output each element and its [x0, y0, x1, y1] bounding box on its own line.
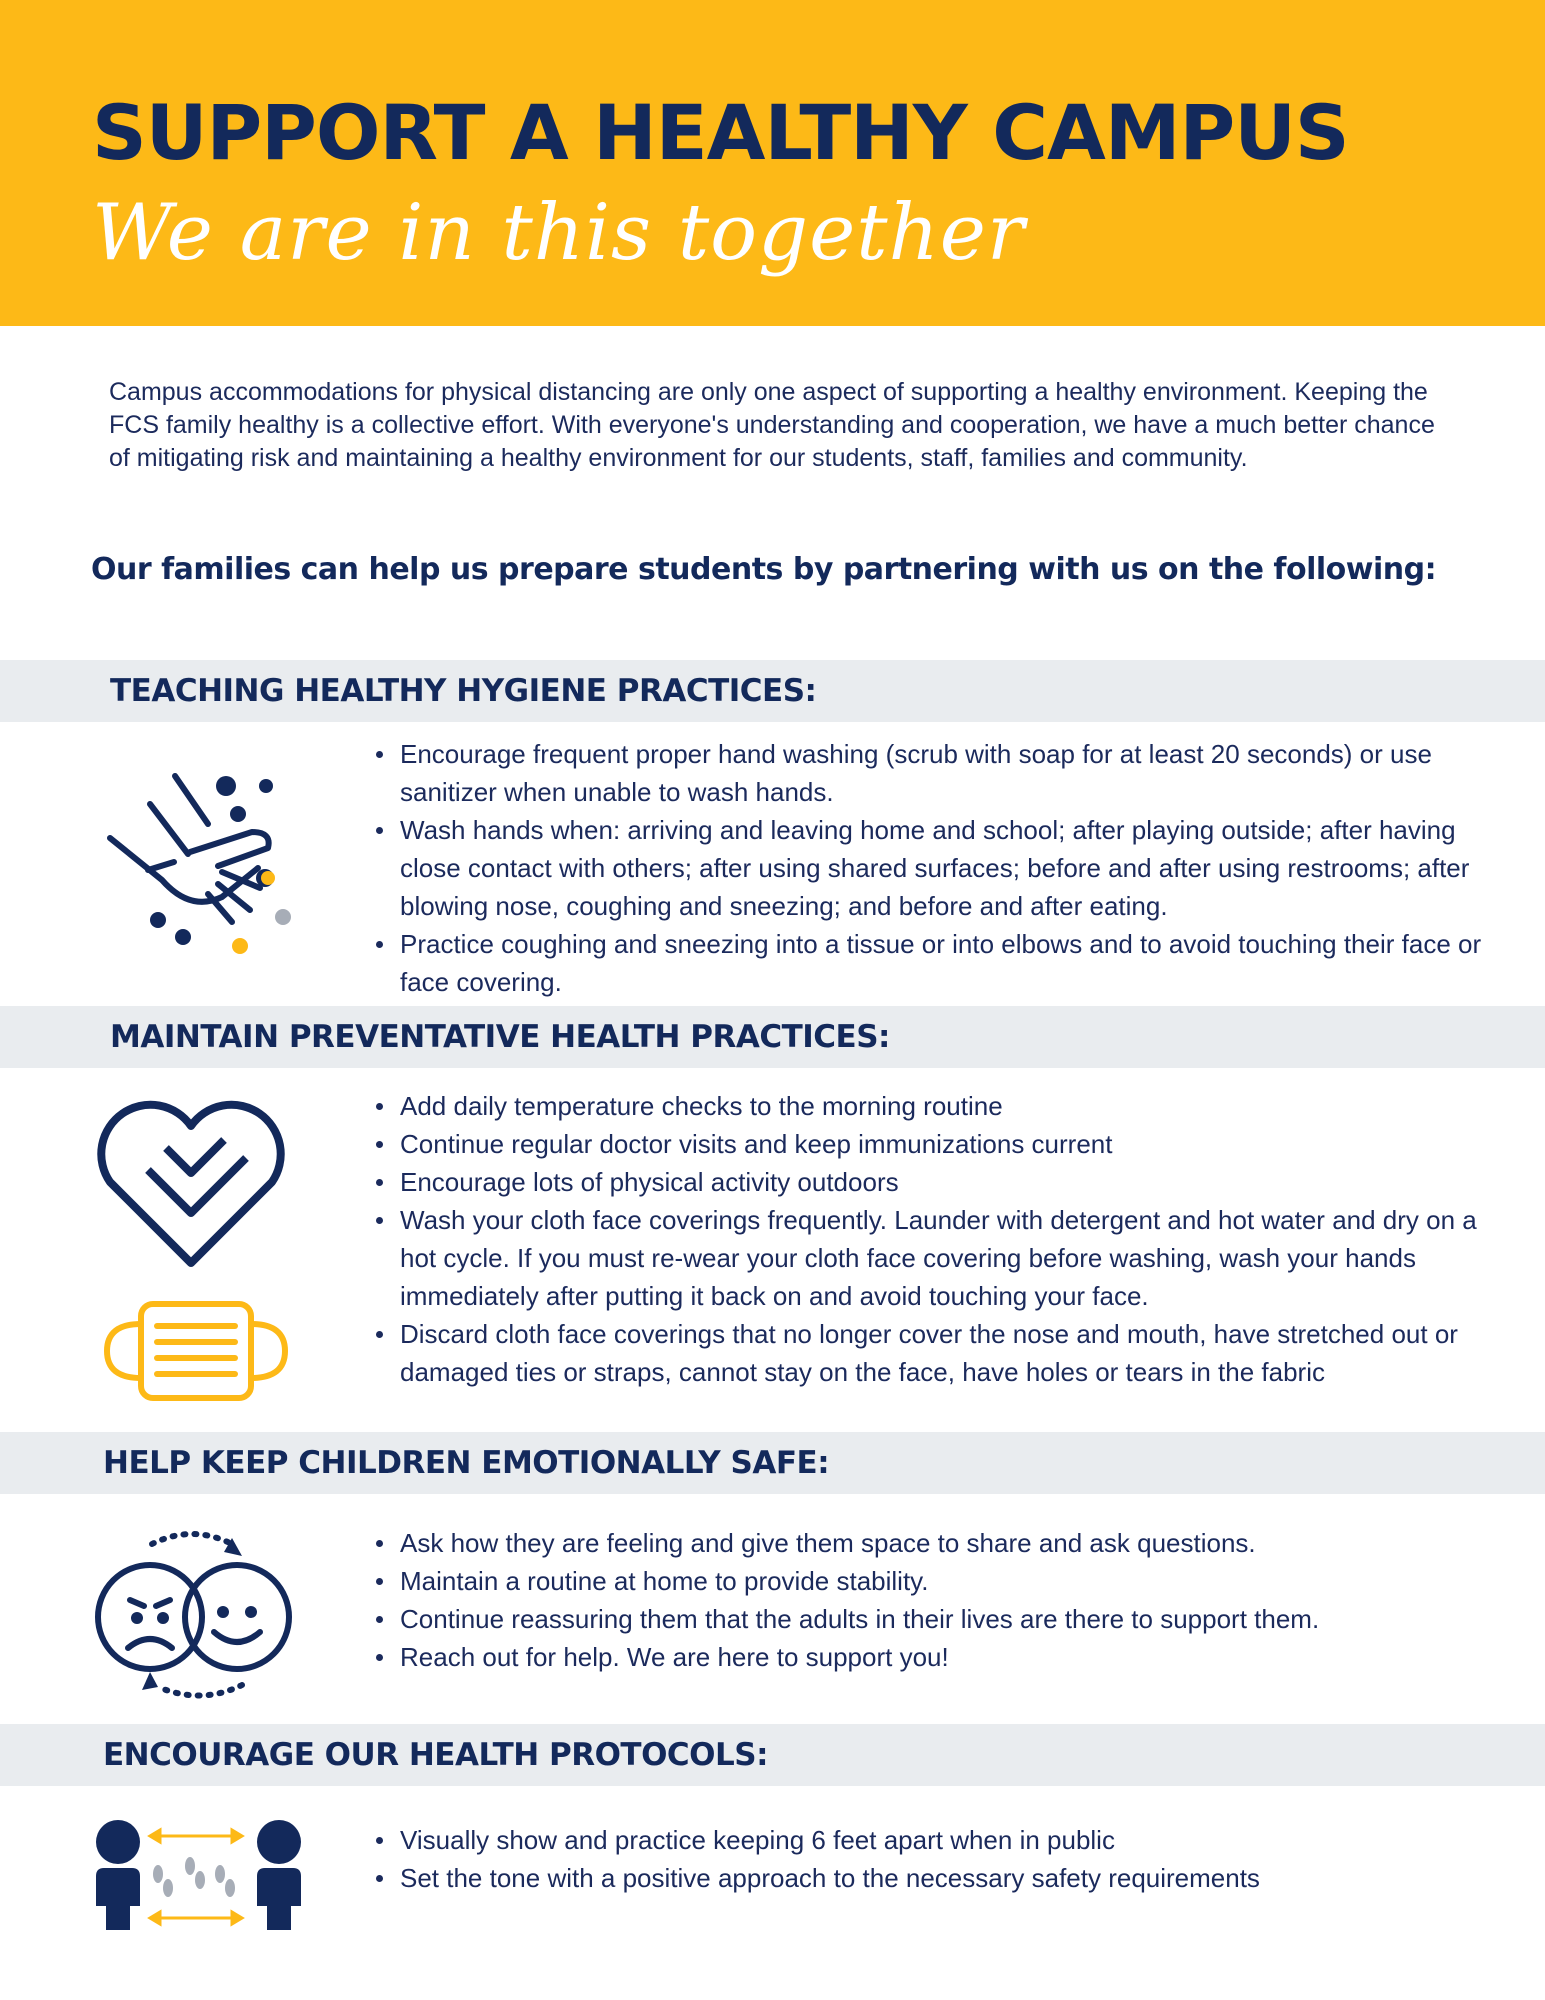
hand-washing-icon — [100, 762, 310, 962]
list-item: Wash hands when: arriving and leaving home and school; after playing outside; after having close contact with others; after using shared surfaces; before and after using restrooms; after blowing nose, coughing and sneezing; and before and after eating. — [370, 811, 1500, 925]
list-item: Discard cloth face coverings that no longer cover the nose and mouth, have stretched out or damaged ties or straps, cannot stay on the face, have holes or tears in the fabric — [370, 1315, 1500, 1391]
section-heading: HELP KEEP CHILDREN EMOTIONALLY SAFE: — [103, 1445, 830, 1481]
section-heading: MAINTAIN PREVENTATIVE HEALTH PRACTICES: — [110, 1019, 890, 1055]
section-heading: TEACHING HEALTHY HYGIENE PRACTICES: — [110, 673, 817, 709]
preventative-list — [370, 1087, 1500, 1391]
heart-check-icon — [96, 1098, 286, 1270]
emotional-list — [370, 1524, 1500, 1676]
list-item: Ask how they are feeling and give them space to share and ask questions. — [370, 1524, 1500, 1562]
section-heading: ENCOURAGE OUR HEALTH PROTOCOLS: — [103, 1737, 769, 1773]
page-subtitle: We are in this together — [92, 188, 1026, 278]
list-item: Set the tone with a positive approach to the necessary safety requirements — [370, 1859, 1500, 1897]
section-band-hygiene — [0, 660, 1545, 722]
list-item: Reach out for help. We are here to support you! — [370, 1638, 1500, 1676]
list-item: Continue reassuring them that the adults in their lives are there to support them. — [370, 1600, 1500, 1638]
list-item: Practice coughing and sneezing into a tissue or into elbows and to avoid touching their face or face covering. — [370, 925, 1500, 1001]
intro-paragraph: Campus accommodations for physical distancing are only one aspect of supporting a healthy environment. Keeping the FCS family healthy is a collective effort. With everyone's understanding and cooperation, we have a much better chance of mitigating risk and maintaining a healthy environment for our students, staff, families and community. — [109, 378, 1435, 472]
social-distancing-icon — [92, 1818, 307, 1938]
sad-to-happy-faces-icon — [92, 1522, 302, 1707]
section-band-protocols — [0, 1724, 1545, 1786]
section-band-preventative — [0, 1006, 1545, 1068]
list-item: Add daily temperature checks to the morning routine — [370, 1087, 1500, 1125]
list-item: Maintain a routine at home to provide stability. — [370, 1562, 1500, 1600]
list-item: Continue regular doctor visits and keep immunizations current — [370, 1125, 1500, 1163]
lead-heading: Our families can help us prepare students by partnering with us on the following: — [91, 552, 1437, 587]
protocols-list — [370, 1821, 1500, 1897]
header-banner — [0, 0, 1545, 326]
list-item: Visually show and practice keeping 6 feet apart when in public — [370, 1821, 1500, 1859]
face-mask-icon — [101, 1296, 291, 1406]
list-item: Wash your cloth face coverings frequently. Launder with detergent and hot water and dry on a hot cycle. If you must re-wear your cloth face covering before washing, wash your hands immediately after putting it back on and avoid touching your face. — [370, 1201, 1500, 1315]
hygiene-list — [370, 735, 1500, 1001]
section-band-emotional — [0, 1432, 1545, 1494]
list-item: Encourage frequent proper hand washing (scrub with soap for at least 20 seconds) or use sanitizer when unable to wash hands. — [370, 735, 1500, 811]
page-title: SUPPORT A HEALTHY CAMPUS — [92, 88, 1349, 177]
list-item: Encourage lots of physical activity outdoors — [370, 1163, 1500, 1201]
